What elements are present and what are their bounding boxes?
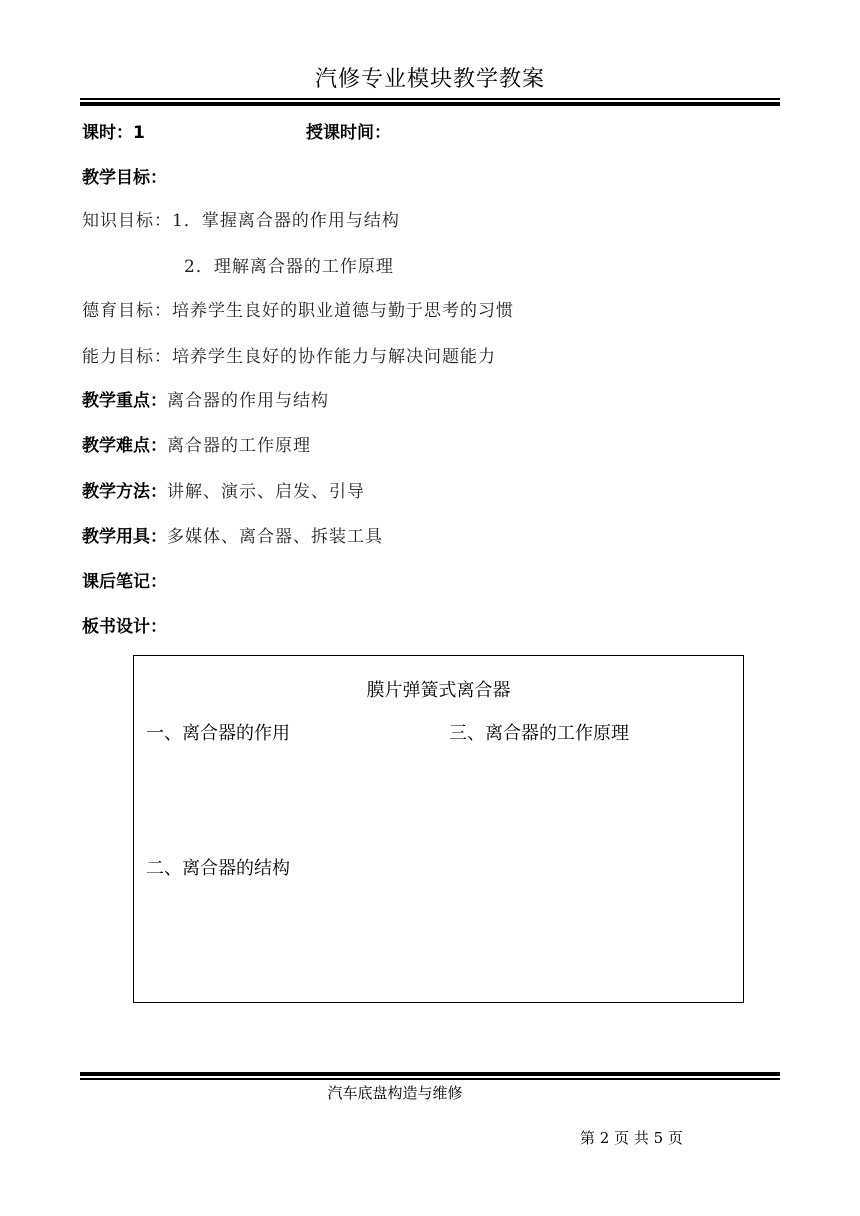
- key-point-value: 离合器的作用与结构: [167, 391, 329, 411]
- page-number: 第 2 页 共 5 页: [580, 1129, 683, 1147]
- board-design-label: 板书设计：: [82, 617, 167, 637]
- board-design-box: [133, 655, 744, 1003]
- document-header-title: 汽修专业模块教学教案: [314, 67, 545, 92]
- method-row: [82, 477, 365, 502]
- ability-label: 能力目标：: [82, 347, 172, 367]
- difficulty-value: 离合器的工作原理: [167, 436, 311, 456]
- board-title: 膜片弹簧式离合器: [366, 680, 511, 701]
- footer-rule-thin: [80, 1078, 780, 1080]
- method-value: 讲解、演示、启发、引导: [167, 482, 365, 502]
- teaching-time-label: 授课时间：: [306, 123, 391, 143]
- board-item-function: 一、离合器的作用: [146, 723, 290, 744]
- ability-value: 培养学生良好的协作能力与解决问题能力: [172, 347, 496, 367]
- method-label: 教学方法：: [82, 482, 167, 502]
- knowledge-item-1: 1．掌握离合器的作用与结构: [172, 211, 400, 231]
- objectives-heading: 教学目标：: [82, 168, 167, 188]
- tools-label: 教学用具：: [82, 527, 167, 547]
- footer-course-title: 汽车底盘构造与维修: [327, 1084, 463, 1102]
- moral-objective-row: [82, 296, 514, 321]
- moral-label: 德育目标：: [82, 301, 172, 321]
- key-point-row: [82, 386, 329, 411]
- ability-objective-row: [82, 342, 496, 367]
- board-item-principle: 三、离合器的工作原理: [449, 723, 629, 744]
- tools-row: [82, 522, 383, 547]
- lesson-value: 1: [133, 123, 145, 143]
- key-point-label: 教学重点：: [82, 391, 167, 411]
- knowledge-item-2: 2．理解离合器的工作原理: [184, 257, 394, 277]
- knowledge-objective-row-2: [184, 252, 394, 277]
- knowledge-label: 知识目标：: [82, 211, 172, 231]
- knowledge-objective-row: [82, 206, 400, 231]
- header-rule-thin: [80, 98, 780, 100]
- board-item-structure: 二、离合器的结构: [146, 858, 290, 879]
- header-rule-thick: [80, 102, 780, 106]
- difficulty-label: 教学难点：: [82, 436, 167, 456]
- difficulty-row: [82, 431, 311, 456]
- tools-value: 多媒体、离合器、拆装工具: [167, 527, 383, 547]
- notes-label: 课后笔记：: [82, 572, 167, 592]
- moral-value: 培养学生良好的职业道德与勤于思考的习惯: [172, 301, 514, 321]
- lesson-meta-row: [82, 118, 391, 143]
- footer-rule-thick: [80, 1072, 780, 1076]
- lesson-label: 课时：: [82, 123, 133, 143]
